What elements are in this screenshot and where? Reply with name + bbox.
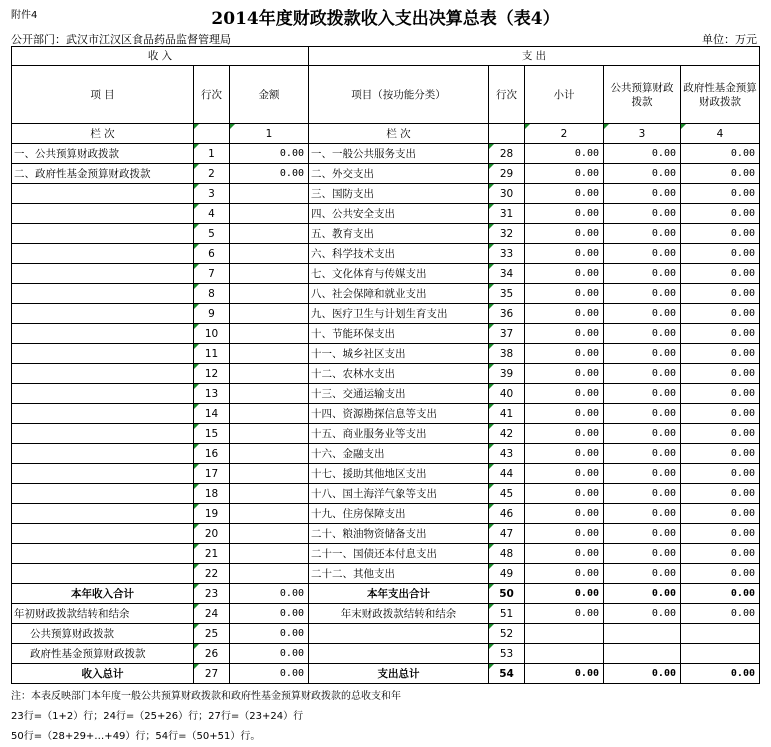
general-budget-cell: 0.00	[604, 304, 681, 324]
income-item-cell	[12, 504, 194, 524]
income-amount-cell: 0.00	[230, 584, 309, 604]
income-rowno-cell: 26	[194, 644, 230, 664]
income-amount-cell	[230, 564, 309, 584]
expense-rowno-cell: 41	[489, 404, 525, 424]
income-item-cell	[12, 564, 194, 584]
income-amount-cell	[230, 504, 309, 524]
income-amount-cell	[230, 444, 309, 464]
income-amount-cell	[230, 224, 309, 244]
table-row	[12, 644, 760, 664]
subtotal-cell: 0.00	[525, 204, 604, 224]
income-item-cell	[12, 424, 194, 444]
table-row	[12, 144, 760, 164]
income-item-cell	[12, 484, 194, 504]
expense-item-cell: 九、医疗卫生与计划生育支出	[309, 304, 489, 324]
income-rowno-cell: 17	[194, 464, 230, 484]
income-rowno-cell: 22	[194, 564, 230, 584]
general-budget-cell: 0.00	[604, 604, 681, 624]
expense-rowno-cell: 54	[489, 664, 525, 684]
expense-item-cell: 四、公共安全支出	[309, 204, 489, 224]
income-rowno-cell: 2	[194, 164, 230, 184]
fund-budget-cell: 0.00	[681, 284, 760, 304]
income-item-cell: 本年收入合计	[12, 584, 194, 604]
expense-rowno-cell: 29	[489, 164, 525, 184]
expense-rowno-cell: 38	[489, 344, 525, 364]
subtotal-cell: 0.00	[525, 404, 604, 424]
income-item-cell: 公共预算财政拨款	[12, 624, 194, 644]
income-amount-cell	[230, 424, 309, 444]
page-title: 2014年度财政拨款收入支出决算总表（表4）	[211, 9, 560, 29]
subtotal-cell: 0.00	[525, 224, 604, 244]
fund-budget-cell: 0.00	[681, 504, 760, 524]
subtotal-cell: 0.00	[525, 264, 604, 284]
income-rowno-cell: 25	[194, 624, 230, 644]
fund-budget-cell: 0.00	[681, 304, 760, 324]
expense-item-cell: 二十、粮油物资储备支出	[309, 524, 489, 544]
table-row	[12, 484, 760, 504]
expense-item-cell: 二十二、其他支出	[309, 564, 489, 584]
general-budget-cell: 0.00	[604, 444, 681, 464]
income-item-cell: 年初财政拨款结转和结余	[12, 604, 194, 624]
subtotal-cell: 0.00	[525, 564, 604, 584]
income-rowno-cell: 1	[194, 144, 230, 164]
income-amount-cell	[230, 544, 309, 564]
expense-rowno-cell: 39	[489, 364, 525, 384]
expense-rowno-cell: 52	[489, 624, 525, 644]
fund-budget-cell: 0.00	[681, 244, 760, 264]
general-budget-cell: 0.00	[604, 504, 681, 524]
expense-rowno-cell: 51	[489, 604, 525, 624]
expense-rowno-cell: 28	[489, 144, 525, 164]
general-budget-cell: 0.00	[604, 404, 681, 424]
fund-budget-cell: 0.00	[681, 324, 760, 344]
income-amount-cell	[230, 284, 309, 304]
expense-rowno-cell: 30	[489, 184, 525, 204]
income-item-cell: 二、政府性基金预算财政拨款	[12, 164, 194, 184]
subtotal-cell: 0.00	[525, 304, 604, 324]
table-row	[12, 524, 760, 544]
subtotal-cell: 0.00	[525, 244, 604, 264]
income-rowno-cell: 7	[194, 264, 230, 284]
general-budget-cell: 0.00	[604, 264, 681, 284]
table-row	[12, 544, 760, 564]
table-row	[12, 424, 760, 444]
table-row	[12, 464, 760, 484]
income-amount-cell	[230, 484, 309, 504]
column-index-4: 4	[681, 124, 760, 144]
table-row	[12, 304, 760, 324]
income-item-cell	[12, 224, 194, 244]
income-amount-cell	[230, 364, 309, 384]
income-header: 收 入	[12, 47, 309, 66]
expense-rowno-cell: 35	[489, 284, 525, 304]
expense-rowno-cell: 45	[489, 484, 525, 504]
expense-item-cell: 十五、商业服务业等支出	[309, 424, 489, 444]
general-budget-header: 公共预算财政拨款	[604, 66, 681, 124]
income-rowno-cell: 5	[194, 224, 230, 244]
table-row	[12, 204, 760, 224]
expense-rowno-cell: 36	[489, 304, 525, 324]
income-amount-cell	[230, 324, 309, 344]
department-label: 公开部门：武汉市江汉区食品药品监督管理局	[11, 33, 231, 46]
expense-item-cell: 十四、资源勘探信息等支出	[309, 404, 489, 424]
expense-item-cell: 十、节能环保支出	[309, 324, 489, 344]
fund-budget-cell: 0.00	[681, 144, 760, 164]
income-item-cell	[12, 344, 194, 364]
table-row	[12, 404, 760, 424]
general-budget-cell: 0.00	[604, 364, 681, 384]
subtotal-header: 小计	[525, 66, 604, 124]
fund-budget-cell: 0.00	[681, 604, 760, 624]
subtotal-cell	[525, 624, 604, 644]
expense-item-cell: 支出总计	[309, 664, 489, 684]
income-item-cell: 一、公共预算财政拨款	[12, 144, 194, 164]
expense-rowno-cell: 43	[489, 444, 525, 464]
general-budget-cell: 0.00	[604, 204, 681, 224]
subtotal-cell: 0.00	[525, 284, 604, 304]
income-item-cell	[12, 304, 194, 324]
expense-item-cell: 十七、援助其他地区支出	[309, 464, 489, 484]
table-row	[12, 164, 760, 184]
income-rowno-cell: 18	[194, 484, 230, 504]
income-rowno-cell: 27	[194, 664, 230, 684]
general-budget-cell: 0.00	[604, 464, 681, 484]
subtotal-cell: 0.00	[525, 324, 604, 344]
income-item-cell	[12, 284, 194, 304]
expense-item-cell: 二十一、国债还本付息支出	[309, 544, 489, 564]
table-row	[12, 504, 760, 524]
income-rowno-cell: 24	[194, 604, 230, 624]
income-rowno-header: 行次	[194, 66, 230, 124]
table-row	[12, 584, 760, 604]
expense-rowno-cell: 50	[489, 584, 525, 604]
general-budget-cell: 0.00	[604, 244, 681, 264]
income-amount-cell	[230, 184, 309, 204]
column-label: 栏 次	[12, 124, 194, 144]
income-rowno-cell: 19	[194, 504, 230, 524]
table-row	[12, 284, 760, 304]
income-rowno-cell: 13	[194, 384, 230, 404]
income-amount-cell	[230, 304, 309, 324]
expense-rowno-cell: 33	[489, 244, 525, 264]
income-amount-cell: 0.00	[230, 144, 309, 164]
fund-budget-cell: 0.00	[681, 404, 760, 424]
income-rowno-cell: 10	[194, 324, 230, 344]
income-amount-cell: 0.00	[230, 624, 309, 644]
general-budget-cell: 0.00	[604, 184, 681, 204]
subtotal-cell: 0.00	[525, 364, 604, 384]
expense-item-cell: 十九、住房保障支出	[309, 504, 489, 524]
expense-rowno-cell: 48	[489, 544, 525, 564]
income-amount-cell	[230, 204, 309, 224]
table-row	[12, 324, 760, 344]
expense-item-cell: 十三、交通运输支出	[309, 384, 489, 404]
fund-budget-cell: 0.00	[681, 664, 760, 684]
general-budget-cell: 0.00	[604, 164, 681, 184]
expense-rowno-cell: 49	[489, 564, 525, 584]
income-rowno-cell: 14	[194, 404, 230, 424]
income-item-cell	[12, 544, 194, 564]
general-budget-cell: 0.00	[604, 324, 681, 344]
income-item-cell	[12, 244, 194, 264]
general-budget-cell: 0.00	[604, 424, 681, 444]
expense-item-cell: 十一、城乡社区支出	[309, 344, 489, 364]
income-item-cell	[12, 384, 194, 404]
table-row	[12, 384, 760, 404]
income-amount-cell: 0.00	[230, 164, 309, 184]
general-budget-cell	[604, 644, 681, 664]
note-line: 23行=（1+2）行；24行=（25+26）行；27行=（23+24）行	[11, 711, 304, 722]
fund-budget-cell: 0.00	[681, 344, 760, 364]
fund-budget-cell	[681, 624, 760, 644]
income-item-cell	[12, 444, 194, 464]
fund-budget-cell: 0.00	[681, 584, 760, 604]
income-rowno-cell: 9	[194, 304, 230, 324]
fund-budget-cell: 0.00	[681, 264, 760, 284]
general-budget-cell: 0.00	[604, 664, 681, 684]
column-label-rowno	[194, 124, 230, 144]
expense-rowno-cell: 32	[489, 224, 525, 244]
column-index-2: 2	[525, 124, 604, 144]
income-item-cell	[12, 184, 194, 204]
income-amount-cell	[230, 344, 309, 364]
income-rowno-cell: 20	[194, 524, 230, 544]
expense-item-cell: 三、国防支出	[309, 184, 489, 204]
subtotal-cell: 0.00	[525, 524, 604, 544]
income-amount-cell	[230, 264, 309, 284]
fund-budget-cell: 0.00	[681, 204, 760, 224]
expense-rowno-header: 行次	[489, 66, 525, 124]
income-item-cell	[12, 524, 194, 544]
general-budget-cell: 0.00	[604, 524, 681, 544]
fund-budget-cell: 0.00	[681, 564, 760, 584]
income-item-cell	[12, 264, 194, 284]
fund-budget-cell	[681, 644, 760, 664]
fund-budget-cell: 0.00	[681, 524, 760, 544]
income-amount-cell: 0.00	[230, 644, 309, 664]
attachment-label: 附件4	[11, 10, 38, 21]
income-rowno-cell: 21	[194, 544, 230, 564]
general-budget-cell: 0.00	[604, 544, 681, 564]
general-budget-cell: 0.00	[604, 484, 681, 504]
fund-budget-cell: 0.00	[681, 444, 760, 464]
expense-item-cell: 二、外交支出	[309, 164, 489, 184]
income-rowno-cell: 11	[194, 344, 230, 364]
income-rowno-cell: 23	[194, 584, 230, 604]
income-amount-cell	[230, 244, 309, 264]
column-label-expense: 栏 次	[309, 124, 489, 144]
expense-item-cell	[309, 624, 489, 644]
income-amount-cell	[230, 384, 309, 404]
subtotal-cell: 0.00	[525, 184, 604, 204]
income-item-cell	[12, 364, 194, 384]
fund-budget-cell: 0.00	[681, 484, 760, 504]
subtotal-cell: 0.00	[525, 344, 604, 364]
income-rowno-cell: 6	[194, 244, 230, 264]
expense-item-cell: 年末财政拨款结转和结余	[309, 604, 489, 624]
general-budget-cell: 0.00	[604, 284, 681, 304]
income-rowno-cell: 16	[194, 444, 230, 464]
income-amount-cell	[230, 404, 309, 424]
income-item-cell	[12, 464, 194, 484]
expense-rowno-cell: 46	[489, 504, 525, 524]
general-budget-cell: 0.00	[604, 384, 681, 404]
fund-budget-cell: 0.00	[681, 184, 760, 204]
notes	[11, 687, 401, 747]
unit-label: 单位：万元	[702, 33, 757, 46]
general-budget-cell: 0.00	[604, 564, 681, 584]
income-amount-cell: 0.00	[230, 604, 309, 624]
subtotal-cell: 0.00	[525, 544, 604, 564]
table-row	[12, 604, 760, 624]
subtotal-cell: 0.00	[525, 164, 604, 184]
expense-item-cell: 一、一般公共服务支出	[309, 144, 489, 164]
income-amount-cell	[230, 524, 309, 544]
fund-budget-cell: 0.00	[681, 544, 760, 564]
table-row	[12, 184, 760, 204]
expense-rowno-cell: 37	[489, 324, 525, 344]
general-budget-cell: 0.00	[604, 584, 681, 604]
expense-rowno-cell: 44	[489, 464, 525, 484]
expense-item-header: 项目（按功能分类）	[309, 66, 489, 124]
subtotal-cell: 0.00	[525, 464, 604, 484]
subtotal-cell: 0.00	[525, 664, 604, 684]
income-item-cell: 收入总计	[12, 664, 194, 684]
expense-item-cell: 十六、金融支出	[309, 444, 489, 464]
subtotal-cell: 0.00	[525, 144, 604, 164]
expense-rowno-cell: 53	[489, 644, 525, 664]
income-amount-cell	[230, 464, 309, 484]
table-row	[12, 624, 760, 644]
table-row	[12, 244, 760, 264]
column-label-expense-rowno	[489, 124, 525, 144]
note-line: 注：本表反映部门本年度一般公共预算财政拨款和政府性基金预算财政拨款的总收支和年	[11, 691, 401, 702]
note-line: 50行=（28+29+…+49）行；54行=（50+51）行。	[11, 731, 261, 742]
subtotal-cell: 0.00	[525, 584, 604, 604]
table-row	[12, 344, 760, 364]
fund-budget-cell: 0.00	[681, 364, 760, 384]
income-item-cell: 政府性基金预算财政拨款	[12, 644, 194, 664]
expense-item-cell: 十二、农林水支出	[309, 364, 489, 384]
expense-rowno-cell: 40	[489, 384, 525, 404]
income-rowno-cell: 3	[194, 184, 230, 204]
expense-item-cell: 十八、国土海洋气象等支出	[309, 484, 489, 504]
expense-rowno-cell: 31	[489, 204, 525, 224]
column-index-1: 1	[230, 124, 309, 144]
table-row	[12, 264, 760, 284]
general-budget-cell: 0.00	[604, 224, 681, 244]
income-rowno-cell: 12	[194, 364, 230, 384]
expense-item-cell: 八、社会保障和就业支出	[309, 284, 489, 304]
expense-item-cell: 七、文化体育与传媒支出	[309, 264, 489, 284]
subtotal-cell: 0.00	[525, 444, 604, 464]
expense-rowno-cell: 34	[489, 264, 525, 284]
subtotal-cell	[525, 644, 604, 664]
expense-item-cell	[309, 644, 489, 664]
income-rowno-cell: 4	[194, 204, 230, 224]
expense-rowno-cell: 47	[489, 524, 525, 544]
general-budget-cell: 0.00	[604, 144, 681, 164]
income-amount-cell: 0.00	[230, 664, 309, 684]
table-row	[12, 364, 760, 384]
subtotal-cell: 0.00	[525, 484, 604, 504]
amount-header: 金额	[230, 66, 309, 124]
subtotal-cell: 0.00	[525, 604, 604, 624]
income-item-cell	[12, 404, 194, 424]
subtotal-cell: 0.00	[525, 384, 604, 404]
fund-budget-cell: 0.00	[681, 424, 760, 444]
fund-budget-cell: 0.00	[681, 384, 760, 404]
column-index-3: 3	[604, 124, 681, 144]
subtotal-cell: 0.00	[525, 504, 604, 524]
income-item-header: 项 目	[12, 66, 194, 124]
fund-budget-header: 政府性基金预算财政拨款	[681, 66, 760, 124]
income-rowno-cell: 15	[194, 424, 230, 444]
table-row	[12, 224, 760, 244]
table-row	[12, 664, 760, 684]
fund-budget-cell: 0.00	[681, 464, 760, 484]
fund-budget-cell: 0.00	[681, 224, 760, 244]
expense-item-cell: 五、教育支出	[309, 224, 489, 244]
table-row	[12, 564, 760, 584]
expense-item-cell: 本年支出合计	[309, 584, 489, 604]
expense-item-cell: 六、科学技术支出	[309, 244, 489, 264]
budget-summary-table	[11, 46, 760, 684]
expense-header: 支 出	[309, 47, 760, 66]
fund-budget-cell: 0.00	[681, 164, 760, 184]
income-item-cell	[12, 204, 194, 224]
general-budget-cell	[604, 624, 681, 644]
table-row	[12, 444, 760, 464]
general-budget-cell: 0.00	[604, 344, 681, 364]
income-item-cell	[12, 324, 194, 344]
expense-rowno-cell: 42	[489, 424, 525, 444]
income-rowno-cell: 8	[194, 284, 230, 304]
subtotal-cell: 0.00	[525, 424, 604, 444]
